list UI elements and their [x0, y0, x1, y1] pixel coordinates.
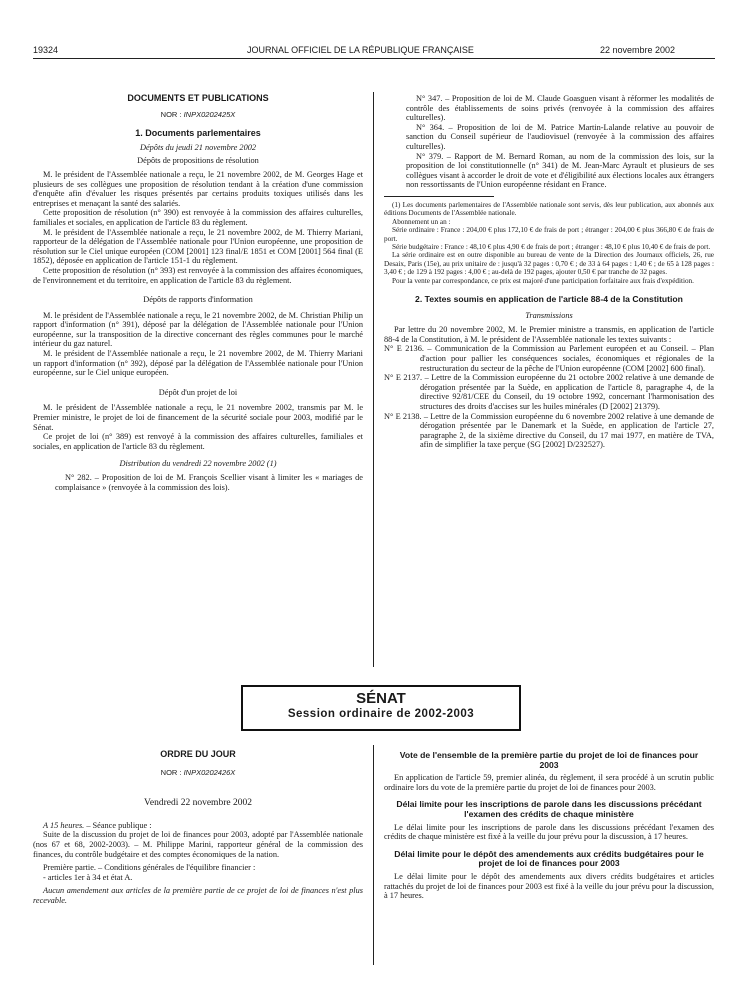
- list-item: N° E 2136. – Communication de la Commission au Parlement européen et au Conseil. – Plan d'action pour pallier les conséquences sociales, économiques et régionales de la restructuration du secteur de la pêche de l'Union européenne (COM [2002] 600 final).: [384, 344, 714, 373]
- paragraph: - articles 1er à 34 et état A.: [43, 872, 133, 882]
- paragraph: Le délai limite pour les inscriptions de parole dans les discussions précédant l'examen des crédits de chaque ministère est fixé à la veille du jour prévu pour la discussion, à 17 heures.: [384, 822, 714, 842]
- bottom-left-column: [33, 750, 363, 906]
- paragraph: M. le président de l'Assemblée nationale a reçu, le 21 novembre 2002, de M. Thierry Mariani un rapport d'information (n° 392), déposé par la délégation de l'Assemblée nationale pour l'Union européenne, sur le Ciel unique européen.: [33, 349, 363, 378]
- paragraph: M. le président de l'Assemblée nationale a reçu, le 21 novembre 2002, de M. Georges Hage et plusieurs de ses collègues une proposition de résolution tendant à la création d'une commission d'enquête afin d'évaluer les risques présentés par certains produits toxiques utilisés dans les entreprises et menaçant la santé des salariés.: [33, 169, 363, 208]
- seance-time: A 15 heures.: [43, 820, 85, 830]
- nor-line: [33, 768, 363, 778]
- list-item: N° 347. – Proposition de loi de M. Claude Goasguen visant à réformer les modalités de contrôle des établissements de soins privés (renvoyée à la commission des affaires culturelles).: [406, 94, 714, 123]
- nor-label: NOR :: [160, 767, 184, 777]
- senat-subtitle: Session ordinaire de 2002-2003: [287, 708, 475, 720]
- paragraph: Le délai limite pour le dépôt des amendements aux divers crédits budgétaires et articles rattachés du projet de loi de finances pour 2003 est fixé à la veille du jour prévu pour la discussion, à 17 heures.: [384, 871, 714, 901]
- paragraph: M. le président de l'Assemblée nationale a reçu, le 21 novembre 2002, de M. Christian Philip un rapport d'information (n° 391), déposé par la délégation de l'Assemblée nationale pour l'Union européenne, sur la transposition de la directive concernant des règles communes pour le marché intérieur du gaz naturel.: [33, 310, 363, 349]
- list-item: N° 364. – Proposition de loi de M. Patrice Martin-Lalande relative au pouvoir de sanction du Conseil supérieur de l'audiovisuel (renvoyée à la commission des affaires culturelles).: [406, 122, 714, 151]
- column-divider: [373, 92, 374, 667]
- senat-title: SÉNAT: [356, 690, 406, 707]
- section-heading: DOCUMENTS ET PUBLICATIONS: [127, 93, 269, 103]
- transmissions-heading: Transmissions: [525, 310, 573, 320]
- right-column: [384, 94, 714, 450]
- nor-code: INPX0202425X: [183, 109, 236, 119]
- paragraph: Cette proposition de résolution (n° 390) est renvoyée à la commission des affaires culturelles, familiales et sociales, en application de l'article 83 du règlement.: [33, 208, 363, 227]
- footnote-text: (1) Les documents parlementaires de l'Assemblée nationale sont servis, dès leur publication, aux abonnés aux éditions Documents de l'Assemblée nationale.: [384, 200, 714, 218]
- paragraph: M. le président de l'Assemblée nationale a reçu, le 21 novembre 2002, transmis par M. le Premier ministre, le projet de loi de financement de la sécurité sociale pour 2003, modifié par le Sénat.: [33, 403, 363, 432]
- paragraph: Par lettre du 20 novembre 2002, M. le Premier ministre a transmis, en application de l'article 88-4 de la Constitution, à M. le président de l'Assemblée nationale les textes suivants :: [384, 325, 714, 344]
- bottom-right-column: [384, 751, 714, 901]
- list-item: N° 379. – Rapport de M. Bernard Roman, au nom de la commission des lois, sur la proposition de loi constitutionnelle (n° 341) de M. Jean-Marc Ayrault et plusieurs de ses collègues visant à accorder le droit de vote et d'éligibilité aux élections locales aux étrangers non ressortissants de l'Union européenne résidant en France.: [406, 151, 714, 190]
- issue-date: 22 novembre 2002: [600, 45, 676, 55]
- list-item: N° 282. – Proposition de loi de M. François Scellier visant à limiter les « mariages de complaisance » (renvoyée à la commission des lois).: [55, 473, 363, 492]
- page-number: 19324: [33, 45, 59, 55]
- journal-title: JOURNAL OFFICIEL DE LA RÉPUBLIQUE FRANÇAISE: [247, 45, 474, 55]
- paragraph: En application de l'article 59, premier alinéa, du règlement, il sera procédé à un scrutin public ordinaire lors du vote de la première partie du projet de loi de finances pour 2003.: [384, 773, 714, 792]
- column-divider: [373, 745, 374, 965]
- list-item: N° E 2138. – Lettre de la Commission européenne du 6 novembre 2002 relative à une demande de dérogation présentée par le Danemark et la Suède, en application de l'article 27, paragraphe 2, de la sixième directive du Conseil, du 17 mai 1977, en matière de TVA, afin de simplifier la taxe perçue (SG [2002] D/232527).: [384, 411, 714, 450]
- senat-banner: [241, 685, 521, 731]
- vote-heading: Vote de l'ensemble de la première partie du projet de loi de finances pour 2003: [399, 750, 699, 770]
- distribution-date: Distribution du vendredi 22 novembre 2002 (1): [119, 459, 277, 469]
- footnote-text: Pour la vente par correspondance, ce prix est majoré d'une participation forfaitaire aux frais d'expédition.: [392, 276, 694, 285]
- subheading-rapports: Dépôts de rapports d'information: [143, 295, 253, 305]
- footnote-text: Série ordinaire : France : 204,00 € plus 172,10 € de frais de port ; étranger : 204,00 € plus 366,80 € de frais de port.: [384, 226, 714, 243]
- paragraph: Aucun amendement aux articles de la première partie de ce projet de loi de finances n'est plus recevable.: [33, 886, 363, 905]
- footnote-text: Abonnement un an :: [392, 217, 451, 226]
- depots-date: Dépôts du jeudi 21 novembre 2002: [139, 142, 257, 152]
- left-column: [33, 94, 363, 492]
- subheading-resolution: Dépôts de propositions de résolution: [137, 156, 259, 166]
- paragraph: Cette proposition de résolution (n° 393) est renvoyée à la commission des affaires économiques, de l'environnement et du territoire, en application de l'article 83 du règlement.: [33, 265, 363, 285]
- delai-amendements-heading: Délai limite pour le dépôt des amendements aux crédits budgétaires pour le projet de loi de finances pour 2003: [394, 848, 704, 869]
- section1-title: 1. Documents parlementaires: [135, 128, 261, 139]
- delai-parole-heading: Délai limite pour les inscriptions de parole dans les discussions précédant l'examen des crédits de chaque ministère: [396, 799, 702, 819]
- nor-code: INPX0202426X: [183, 767, 236, 777]
- seance-date: Vendredi 22 novembre 2002: [144, 798, 252, 809]
- footnote-rule: [384, 196, 494, 197]
- nor-label: NOR :: [160, 109, 184, 119]
- list-item: N° E 2137. – Lettre de la Commission européenne du 21 octobre 2002 relative à une demande de dérogation présentée par la Suède, en application de l'article 8, paragraphe 4, de la directive 92/81/CEE du Conseil, du 19 octobre 1992, concernant l'harmonisation des structures des droits d'accises sur les huiles minérales (D [2002] 21379).: [384, 373, 714, 411]
- header-rule: [33, 58, 715, 59]
- nor-line: [33, 110, 363, 120]
- seance-line: [33, 821, 363, 831]
- paragraph: M. le président de l'Assemblée nationale a reçu, le 21 novembre 2002, de M. Thierry Mariani, rapporteur de la délégation de l'Assemblée nationale pour l'Union européenne, une proposition de résolution sur le Ciel unique européen (COM [2001] 123 final/E 1851 et COM [2001] 564 final (E 1852), déposée en application de l'article 151-1 du règlement.: [33, 227, 363, 266]
- subheading-projet: Dépôt d'un projet de loi: [158, 387, 238, 397]
- section2-title: 2. Textes soumis en application de l'article 88-4 de la Constitution: [415, 294, 683, 304]
- seance-label: – Séance publique :: [84, 820, 152, 830]
- paragraph: Ce projet de loi (n° 389) est renvoyé à la commission des affaires culturelles, familiales et sociales, en application de l'article 83 du règlement.: [33, 432, 363, 451]
- footnote: [384, 201, 714, 285]
- footnote-text: La série ordinaire est en outre disponible au bureau de vente de la Direction des Journaux officiels, 26, rue Desaix, Paris (15e), au prix unitaire de : jusqu'à 32 pages : 0,70 € ; de 33 à 64 pages : 1,40 € ; de 65 à 128 pages : 3,40 € ; de 129 à 192 pages : 4,00 € ; au-delà de 192 pages, ajouter 0,50 € par tranche de 32 pages.: [384, 251, 714, 277]
- footnote-text: Série budgétaire : France : 48,10 € plus 4,90 € de frais de port ; étranger : 48,10 € plus 10,40 € de frais de port.: [392, 242, 711, 251]
- paragraph: Première partie. – Conditions générales de l'équilibre financier :: [43, 863, 256, 873]
- paragraph: Suite de la discussion du projet de loi de finances pour 2003, adopté par l'Assemblée nationale (nos 67 et 68, 2002-2003). – M. Philippe Marini, rapporteur général de la commission des finances, du contrôle budgétaire et des comptes économiques de la nation.: [33, 830, 363, 859]
- ordre-du-jour-heading: ORDRE DU JOUR: [160, 749, 236, 759]
